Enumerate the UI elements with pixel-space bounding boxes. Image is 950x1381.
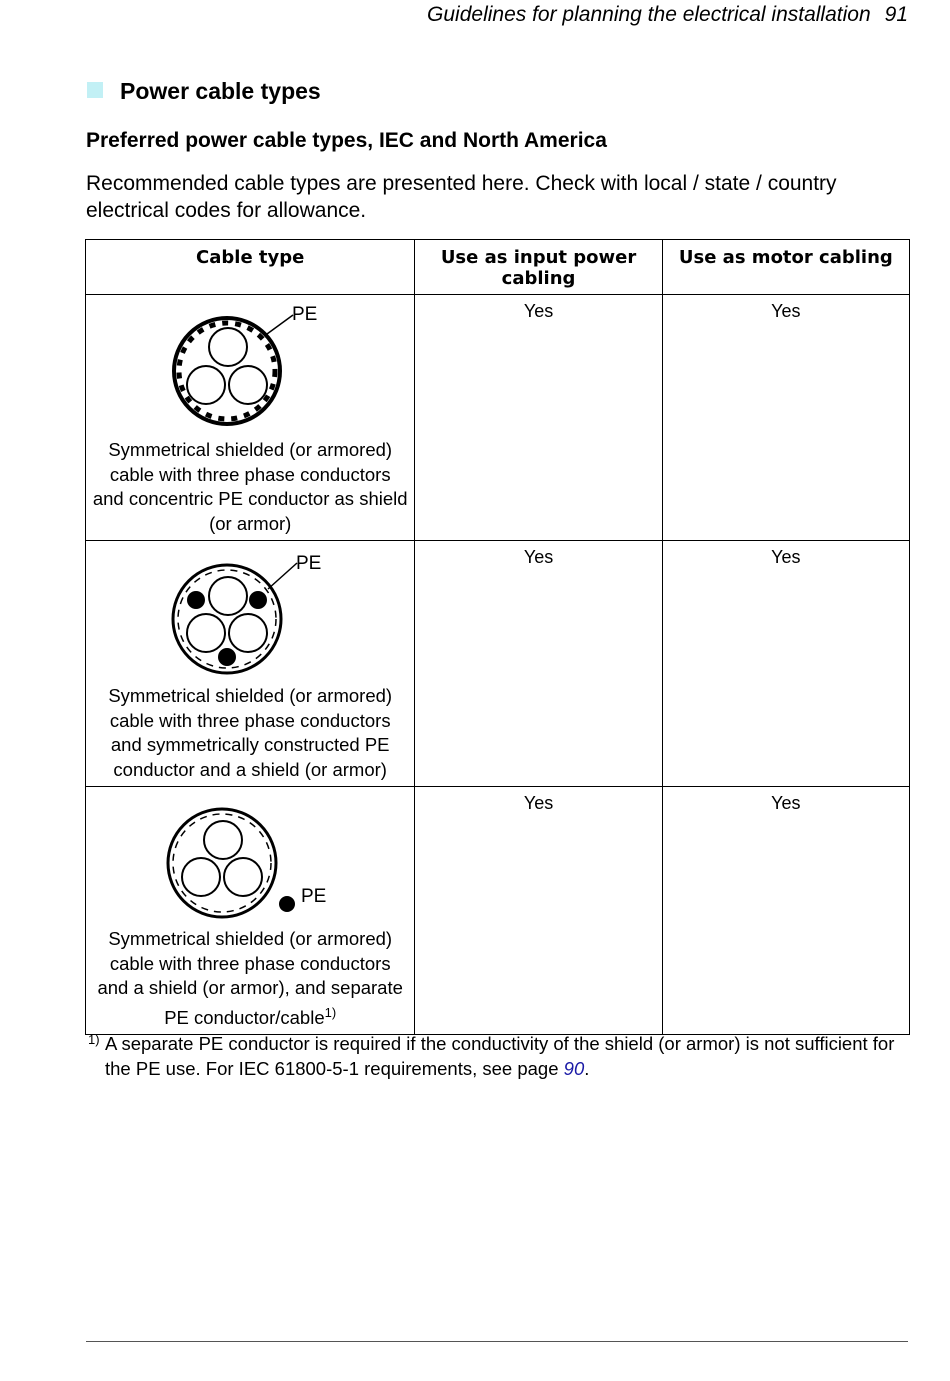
intro-paragraph: Recommended cable types are presented here. Check with local / state / country electrical codes for allowance. (86, 172, 837, 222)
cable-type-cell (86, 295, 415, 541)
table-row (86, 541, 910, 787)
page-link[interactable]: 90 (563, 1057, 585, 1079)
cable-description-text: Symmetrical shielded (or armored) cable with three phase conductors and a shield (or armor), and separate PE conductor/cable (97, 928, 403, 1028)
cable-type-cell (86, 787, 415, 1035)
input-power-cell: Yes (415, 787, 662, 1035)
table-row (86, 295, 910, 541)
running-header (427, 3, 908, 27)
footnote-mark: 1) (88, 1032, 100, 1047)
section-heading (87, 78, 321, 105)
footnote-reference: 1) (324, 1004, 337, 1020)
footnote (86, 1032, 911, 1081)
motor-cabling-cell: Yes (662, 787, 909, 1035)
pe-label: PE (292, 304, 318, 325)
motor-cabling-cell: Yes (662, 295, 909, 541)
page-number: 91 (884, 3, 908, 26)
subheading: Preferred power cable types, IEC and North America (86, 129, 607, 152)
running-title: Guidelines for planning the electrical installation (427, 3, 871, 26)
symmetric-pe-cable-diagram (160, 547, 340, 677)
footnote-end: . (584, 1057, 590, 1079)
separate-pe-cable-diagram (160, 793, 340, 921)
cable-description (86, 927, 414, 1034)
concentric-pe-cable-diagram (160, 301, 340, 429)
bottom-rule (86, 1341, 908, 1342)
motor-cabling-cell: Yes (662, 541, 909, 787)
cable-type-cell (86, 541, 415, 787)
footnote-text-wrap (86, 1032, 911, 1081)
input-power-cell: Yes (415, 541, 662, 787)
table-row (86, 787, 910, 1035)
table-header-row (86, 240, 910, 295)
cable-description: Symmetrical shielded (or armored) cable with three phase conductors and concentric PE conductor as shield (or armor) (92, 439, 408, 534)
bullet-square-icon (87, 82, 103, 98)
column-header-input-power: Use as input power cabling (415, 240, 662, 295)
section-title: Power cable types (120, 78, 321, 104)
footnote-text: A separate PE conductor is required if the conductivity of the shield (or armor) is not sufficient for the PE use. For IEC 61800-5-1 requirements, see page (105, 1033, 895, 1079)
pe-label: PE (301, 886, 327, 907)
pe-label: PE (296, 553, 322, 574)
column-header-motor-cabling: Use as motor cabling (662, 240, 909, 295)
input-power-cell: Yes (415, 295, 662, 541)
cable-description: Symmetrical shielded (or armored) cable with three phase conductors and symmetrically constructed PE conductor and a shield (or armor) (108, 685, 393, 780)
cable-types-table (85, 239, 910, 1035)
column-header-cable-type: Cable type (86, 240, 415, 295)
